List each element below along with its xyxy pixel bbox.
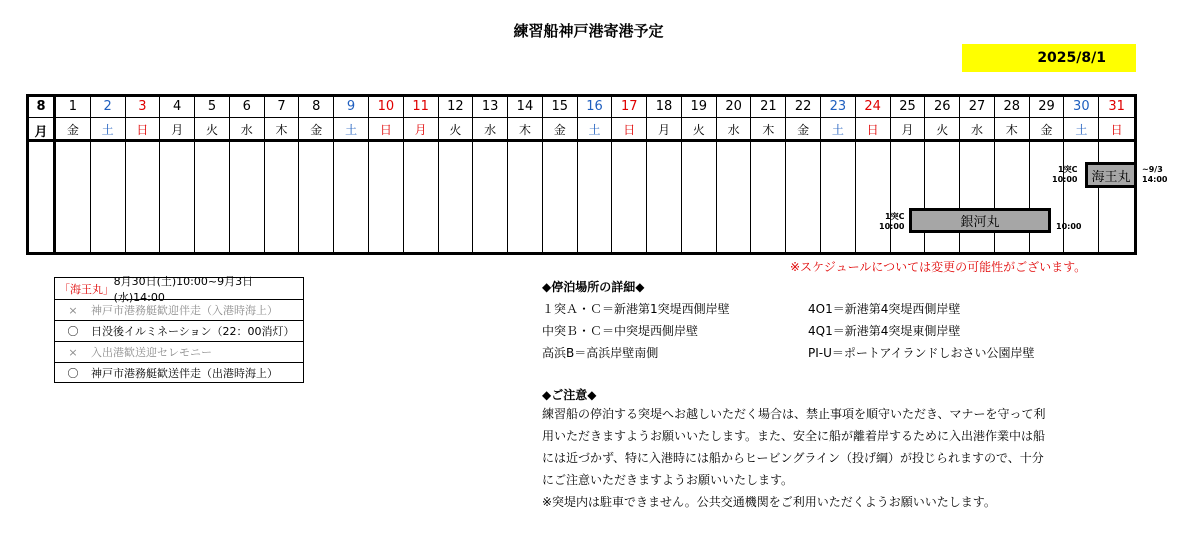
day-column — [717, 97, 752, 252]
kaiwomaru-arrival-tag: 1突C 10:00 — [1052, 165, 1078, 184]
day-column — [439, 97, 474, 252]
event-item: × 神戸市港務艇歓迎伴走（入港時海上） — [55, 299, 303, 320]
day-column — [160, 97, 195, 252]
weekday: 日 — [379, 123, 392, 137]
weekday: 月 — [414, 123, 427, 137]
month-unit: 月 — [34, 125, 48, 140]
weekday: 木 — [1005, 123, 1018, 137]
day-number: 7 — [277, 99, 286, 114]
weekday: 火 — [449, 123, 462, 137]
ship-bar-gingamaru: 銀河丸 — [909, 208, 1051, 233]
kaiwomaru-departure-tag: ~9/3 14:00 — [1142, 165, 1168, 184]
day-column — [821, 97, 856, 252]
day-number: 14 — [516, 99, 534, 114]
day-column — [473, 97, 508, 252]
day-number: 29 — [1038, 99, 1055, 114]
day-number: 10 — [377, 99, 395, 114]
day-column — [299, 97, 334, 252]
weekday: 金 — [553, 123, 566, 137]
weekday: 水 — [971, 123, 984, 137]
weekday: 日 — [136, 123, 149, 137]
day-number: 27 — [968, 99, 986, 114]
day-number: 26 — [933, 99, 951, 114]
day-column — [682, 97, 717, 252]
day-column — [265, 97, 300, 252]
ship-bar-kaiwomaru: 海王丸 — [1085, 162, 1137, 188]
weekday: 月 — [171, 123, 184, 137]
day-number: 4 — [173, 99, 182, 114]
day-column — [404, 97, 439, 252]
schedule-change-note: ※スケジュールについては変更の可能性がございます。 — [790, 260, 1087, 274]
day-number: 3 — [138, 99, 147, 114]
month-number: 8 — [36, 99, 46, 114]
day-number: 22 — [794, 99, 812, 114]
gingamaru-departure-tag: 10:00 — [1056, 222, 1082, 231]
weekday: 金 — [310, 123, 323, 137]
day-number: 5 — [207, 99, 217, 114]
day-number: 18 — [655, 99, 673, 114]
day-number: 21 — [760, 99, 777, 114]
day-column — [56, 97, 91, 252]
weekday: 木 — [762, 123, 775, 137]
day-number: 19 — [690, 99, 708, 114]
weekday: 土 — [345, 123, 358, 137]
day-number: 30 — [1073, 99, 1090, 114]
day-column — [369, 97, 404, 252]
day-column — [195, 97, 230, 252]
caution-text: 練習船の停泊する突堤へお越しいただく場合は、禁止事項を順守いただき、マナーを守って利 用いただきますようお願いいたします。また、安全に船が離着岸するために入出港作業中は船 には近づかず、特に入港時には船からヒービングライン（投げ綱）が投じられますので、十分 にご注意いただきますようお願いいたします。 ※突堤内は駐車できません。公共交通機関をご利用いただくようお願いいたします。 — [542, 407, 1046, 509]
day-column — [786, 97, 821, 252]
gingamaru-arrival-tag: 1突C 10:00 — [879, 212, 905, 231]
day-number: 31 — [1108, 99, 1125, 114]
day-number: 11 — [412, 99, 429, 114]
day-number: 2 — [103, 99, 112, 114]
weekday: 木 — [275, 123, 288, 137]
weekday: 金 — [66, 123, 79, 137]
day-number: 6 — [242, 99, 251, 114]
current-date: 2025/8/1 — [1037, 50, 1106, 66]
day-number: 9 — [346, 99, 356, 114]
day-number: 25 — [899, 99, 916, 114]
caution-heading: ◆ご注意◆ — [542, 388, 597, 402]
weekday: 木 — [518, 123, 531, 137]
weekday: 日 — [866, 123, 879, 137]
day-number: 28 — [1003, 99, 1021, 114]
day-column — [612, 97, 647, 252]
berth-list-right: 4O1＝新港第4突堤西側岸壁 4Q1＝新港第4突堤東側岸壁 PI-U＝ポートアイランドしおさい公園岸壁 — [808, 302, 1035, 360]
month-column — [29, 97, 56, 252]
day-column — [508, 97, 543, 252]
day-column — [91, 97, 126, 252]
day-number: 24 — [864, 99, 881, 114]
weekday: 火 — [936, 123, 949, 137]
day-column — [334, 97, 369, 252]
day-column — [126, 97, 161, 252]
schedule-calendar — [26, 94, 1168, 255]
weekday: 土 — [101, 123, 114, 137]
page-title: 練習船神戸港寄港予定 — [513, 22, 664, 40]
weekday: 水 — [240, 123, 253, 137]
weekday: 水 — [484, 123, 497, 137]
event-item: 〇 日没後イルミネーション（22：00消灯） — [55, 320, 303, 341]
weekday: 水 — [727, 123, 740, 137]
weekday: 土 — [588, 123, 601, 137]
weekday: 日 — [623, 123, 636, 137]
weekday: 月 — [658, 123, 671, 137]
event-item: 〇 神戸市港務艇歓送伴走（出港時海上） — [55, 362, 303, 383]
weekday: 月 — [901, 123, 914, 137]
day-number: 1 — [68, 99, 78, 114]
weekday: 金 — [1040, 123, 1053, 137]
day-column — [230, 97, 265, 252]
day-number: 16 — [586, 99, 603, 114]
day-number: 13 — [481, 99, 499, 114]
event-box-header: 「海王丸」 8月30日(土)10:00~9月3日(水)14:00 — [59, 274, 254, 304]
day-column — [751, 97, 786, 252]
weekday: 日 — [1110, 123, 1123, 137]
event-box — [54, 274, 304, 383]
weekday: 土 — [831, 123, 844, 137]
berth-list-left: １突Ａ・Ｃ＝新港第1突堤西側岸壁 中突Ｂ・Ｃ＝中突堤西側岸壁 高浜B＝高浜岸壁南側 — [542, 302, 730, 360]
weekday: 金 — [797, 123, 810, 137]
weekday: 火 — [692, 123, 705, 137]
day-number: 15 — [551, 99, 568, 114]
event-item: × 入出港歓送迎セレモニー — [55, 341, 303, 362]
day-column — [647, 97, 682, 252]
day-number: 12 — [447, 99, 464, 114]
date-box — [962, 44, 1136, 72]
day-number: 17 — [620, 99, 638, 114]
weekday: 火 — [205, 123, 218, 137]
day-number: 23 — [829, 99, 847, 114]
day-column — [578, 97, 613, 252]
day-column — [543, 97, 578, 252]
day-number: 20 — [725, 99, 742, 114]
weekday: 土 — [1075, 123, 1088, 137]
day-number: 8 — [312, 99, 321, 114]
berth-heading: ◆停泊場所の詳細◆ — [542, 280, 645, 294]
